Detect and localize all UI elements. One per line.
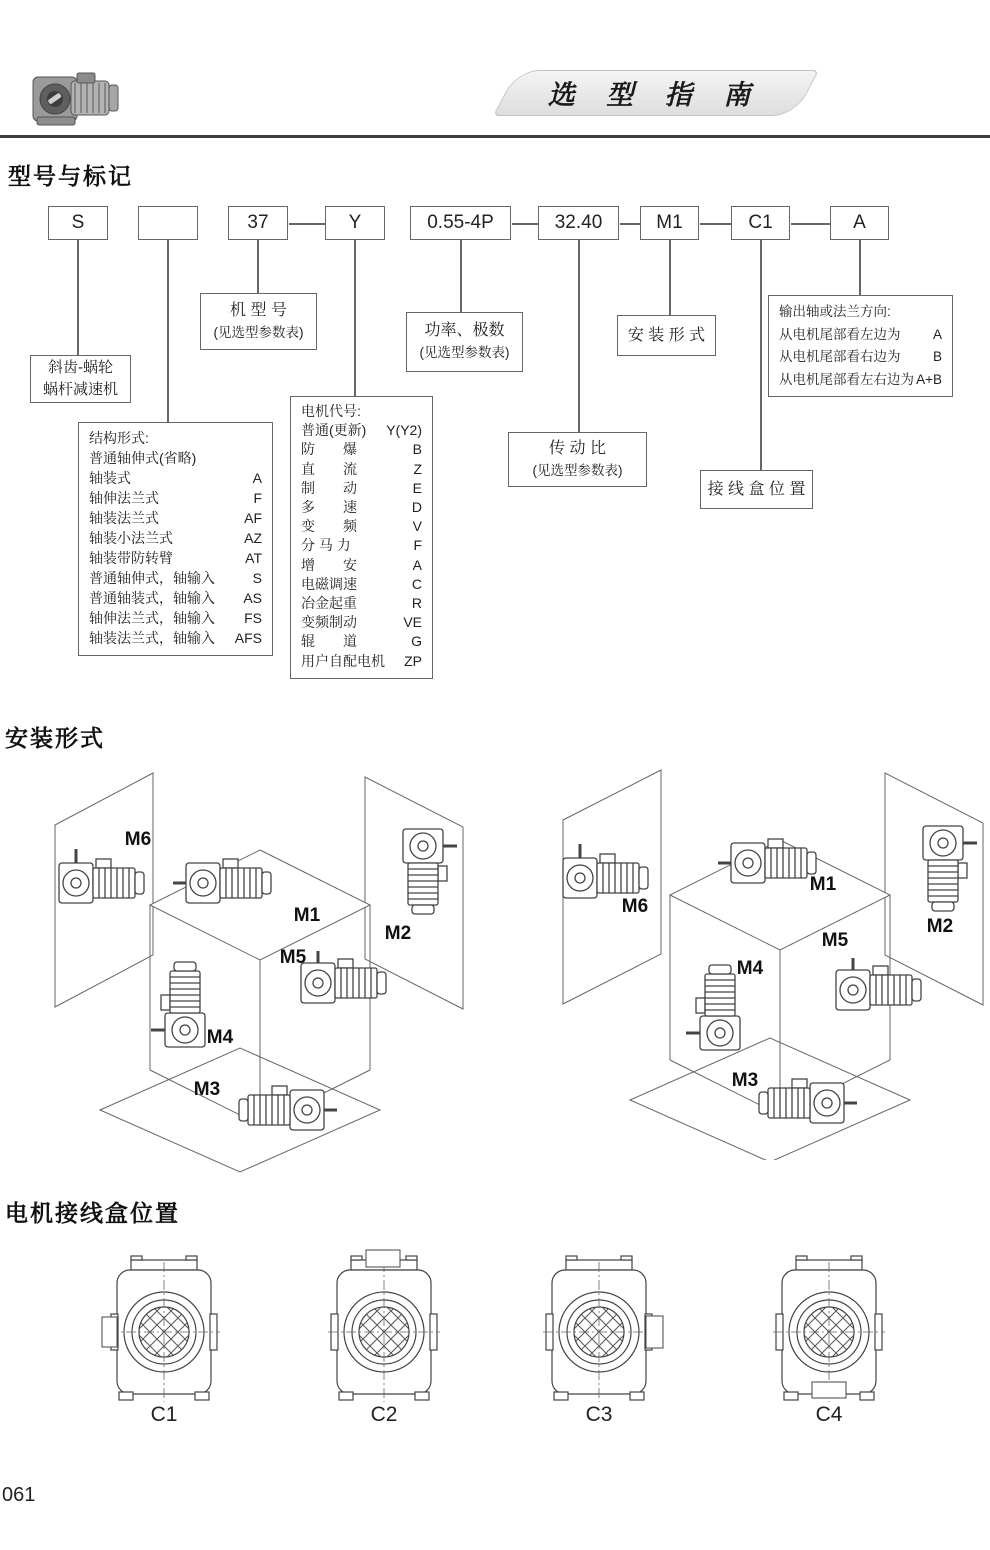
section-title-model: 型号与标记	[8, 163, 133, 189]
output-direction-row	[779, 369, 942, 392]
mounting-label-m5: M5	[821, 930, 849, 951]
mounting-diagram-1	[35, 765, 505, 1177]
label-line: 机 型 号	[230, 301, 287, 319]
row-label: 从电机尾部看右边为	[779, 349, 901, 364]
motor-code-item	[301, 632, 422, 651]
structure-item	[89, 528, 262, 548]
leader-line	[257, 240, 259, 293]
item-label: 多 速	[301, 499, 357, 516]
terminal-label-c2: C2	[370, 1403, 398, 1426]
structure-item	[89, 628, 262, 648]
structure-item	[89, 488, 262, 508]
gearmotor-m1-icon	[718, 839, 816, 883]
row-label: 从电机尾部看左边为	[779, 326, 901, 342]
item-code: D	[411, 499, 422, 516]
motor-code-item	[301, 479, 422, 498]
structure-item	[89, 508, 262, 528]
code-box-series: S	[48, 206, 108, 240]
code-box-junction: C1	[731, 206, 790, 240]
motor-code-item	[301, 575, 422, 594]
terminal-view-c3	[543, 1256, 663, 1402]
item-label: 防 爆	[301, 441, 357, 458]
terminal-label-c4: C4	[815, 1403, 843, 1426]
label-ratio	[508, 432, 647, 487]
leader-line	[669, 240, 671, 315]
junction-box-top	[366, 1250, 400, 1267]
gearmotor-m4-icon	[686, 965, 740, 1050]
junction-box-left	[102, 1317, 117, 1347]
item-code: AT	[245, 550, 262, 566]
section-title-mounting: 安装形式	[5, 725, 105, 751]
mounting-label-m2: M2	[384, 923, 412, 944]
page-number: 061	[2, 1484, 36, 1506]
banner-title: 选 型 指 南	[547, 79, 763, 110]
item-code: C	[411, 575, 422, 592]
motor-code-item	[301, 652, 422, 671]
label-power-poles	[406, 312, 523, 372]
mounting-label-m3: M3	[193, 1079, 221, 1100]
structure-title: 结构形式:	[89, 430, 149, 446]
item-code: AZ	[244, 530, 262, 546]
label-mounting-form: 安 装 形 式	[617, 315, 716, 356]
item-code: R	[411, 595, 422, 612]
item-code: FS	[244, 610, 262, 626]
page-banner	[505, 70, 805, 114]
mounting-label-m5: M5	[279, 947, 307, 968]
structure-item	[89, 568, 262, 588]
terminal-label-c3: C3	[585, 1403, 613, 1426]
item-label: 辊 道	[301, 633, 357, 650]
label-structure-forms	[78, 422, 273, 656]
structure-subtitle: 普通轴伸式(省略)	[89, 450, 197, 466]
label-line: 功率、极数	[424, 322, 505, 339]
gearmotor-m4-icon	[151, 962, 205, 1047]
item-label: 增 安	[301, 556, 357, 573]
mounting-label-m6: M6	[621, 896, 649, 917]
label-output-direction	[768, 295, 953, 397]
item-code: F	[413, 537, 422, 554]
item-code: A	[412, 556, 422, 573]
terminal-label-c1: C1	[150, 1403, 178, 1426]
junction-box-right	[646, 1316, 663, 1348]
leader-line	[859, 240, 861, 295]
motor-code-item	[301, 498, 422, 517]
item-label: 普通(更新)	[301, 422, 367, 439]
label-junction-box: 接 线 盒 位 置	[700, 470, 813, 509]
item-code: VE	[403, 614, 422, 631]
item-label: 轴装带防转臂	[89, 550, 173, 566]
item-code: AFS	[234, 630, 262, 646]
label-line: 蜗杆减速机	[42, 381, 118, 398]
structure-item	[89, 548, 262, 568]
output-direction-title: 输出轴或法兰方向:	[779, 304, 891, 319]
code-box-size: 37	[228, 206, 288, 240]
code-box-ratio: 32.40	[538, 206, 619, 240]
item-label: 变频制动	[301, 614, 357, 631]
item-label: 制 动	[301, 479, 357, 496]
label-reducer-type	[30, 355, 131, 403]
connector-dash	[700, 223, 731, 225]
item-code: AS	[243, 590, 262, 606]
item-label: 电磁调速	[301, 575, 357, 592]
leader-line	[460, 240, 462, 312]
structure-item	[89, 608, 262, 628]
item-code: E	[412, 479, 422, 496]
item-label: 用户自配电机	[301, 652, 385, 669]
item-code: B	[412, 441, 422, 458]
connector-dash	[512, 223, 538, 225]
output-direction-row	[779, 346, 942, 369]
item-code: AF	[244, 510, 262, 526]
row-code: A+B	[916, 371, 942, 387]
item-label: 轴伸法兰式	[89, 490, 159, 506]
connector-dash	[620, 223, 640, 225]
motor-code-item	[301, 517, 422, 536]
row-code: A	[932, 326, 942, 342]
item-label: 轴装式	[89, 470, 131, 486]
leader-line	[167, 240, 169, 422]
mounting-label-m4: M4	[206, 1027, 234, 1048]
terminal-views-diagram	[60, 1237, 930, 1427]
label-line: (见选型参数表)	[419, 345, 510, 360]
motor-code-item	[301, 613, 422, 632]
motor-code-title: 电机代号:	[301, 403, 361, 419]
item-code: Y(Y2)	[386, 422, 422, 439]
row-code: B	[932, 349, 942, 364]
item-label: 轴伸法兰式，轴输入	[89, 610, 215, 626]
motor-code-item	[301, 460, 422, 479]
terminal-view-c2	[328, 1250, 440, 1402]
section-title-terminal: 电机接线盒位置	[5, 1200, 180, 1226]
code-box-direction: A	[830, 206, 889, 240]
label-line: (见选型参数表)	[532, 462, 623, 478]
code-box-structure	[138, 206, 198, 240]
structure-item	[89, 468, 262, 488]
code-box-mounting: M1	[640, 206, 699, 240]
mounting-diagram-2	[545, 758, 990, 1160]
label-machine-model	[200, 293, 317, 350]
row-label: 从电机尾部看左右边为	[779, 371, 914, 387]
logo-gearmotor-image	[25, 55, 130, 140]
item-code: F	[253, 490, 262, 506]
code-box-motor: Y	[325, 206, 385, 240]
label-motor-codes	[290, 396, 433, 679]
item-code: V	[412, 518, 422, 535]
gearmotor-photo-icon	[25, 55, 130, 140]
motor-code-item	[301, 556, 422, 575]
leader-line	[77, 240, 79, 355]
connector-dash	[289, 223, 325, 225]
motor-code-item	[301, 421, 422, 440]
mounting-label-m3: M3	[731, 1070, 759, 1091]
motor-code-item	[301, 536, 422, 555]
item-label: 分 马 力	[301, 537, 351, 554]
leader-line	[578, 240, 580, 432]
mounting-label-m1: M1	[293, 905, 321, 926]
item-code: S	[252, 570, 262, 586]
label-line: (见选型参数表)	[213, 324, 304, 340]
gearmotor-m3-icon	[759, 1079, 857, 1123]
motor-code-item	[301, 440, 422, 459]
structure-item	[89, 588, 262, 608]
output-direction-row	[779, 324, 942, 347]
leader-line	[354, 240, 356, 396]
connector-dash	[791, 223, 830, 225]
label-line: 斜齿-蜗轮	[48, 359, 113, 376]
item-label: 直 流	[301, 460, 357, 477]
code-box-power: 0.55-4P	[410, 206, 511, 240]
junction-box-bottom	[812, 1382, 846, 1398]
leader-line	[760, 240, 762, 470]
mounting-label-m6: M6	[124, 829, 152, 850]
item-code: Z	[413, 460, 422, 477]
mounting-label-m4: M4	[736, 958, 764, 979]
gearmotor-m3-icon	[239, 1086, 337, 1130]
item-code: G	[411, 633, 422, 650]
item-code: ZP	[404, 652, 422, 669]
header-divider	[0, 135, 990, 138]
terminal-view-c4	[773, 1256, 885, 1402]
item-label: 变 频	[301, 518, 357, 535]
terminal-view-c1	[102, 1256, 220, 1402]
item-label: 轴装小法兰式	[89, 530, 173, 546]
motor-code-item	[301, 594, 422, 613]
item-label: 冶金起重	[301, 595, 357, 612]
item-label: 普通轴伸式，轴输入	[89, 570, 215, 586]
item-code: A	[252, 470, 262, 486]
item-label: 轴装法兰式，轴输入	[89, 630, 215, 646]
label-line: 传 动 比	[549, 439, 606, 457]
mounting-label-m1: M1	[809, 874, 837, 895]
mounting-label-m2: M2	[926, 916, 954, 937]
item-label: 轴装法兰式	[89, 510, 159, 526]
item-label: 普通轴装式，轴输入	[89, 590, 215, 606]
